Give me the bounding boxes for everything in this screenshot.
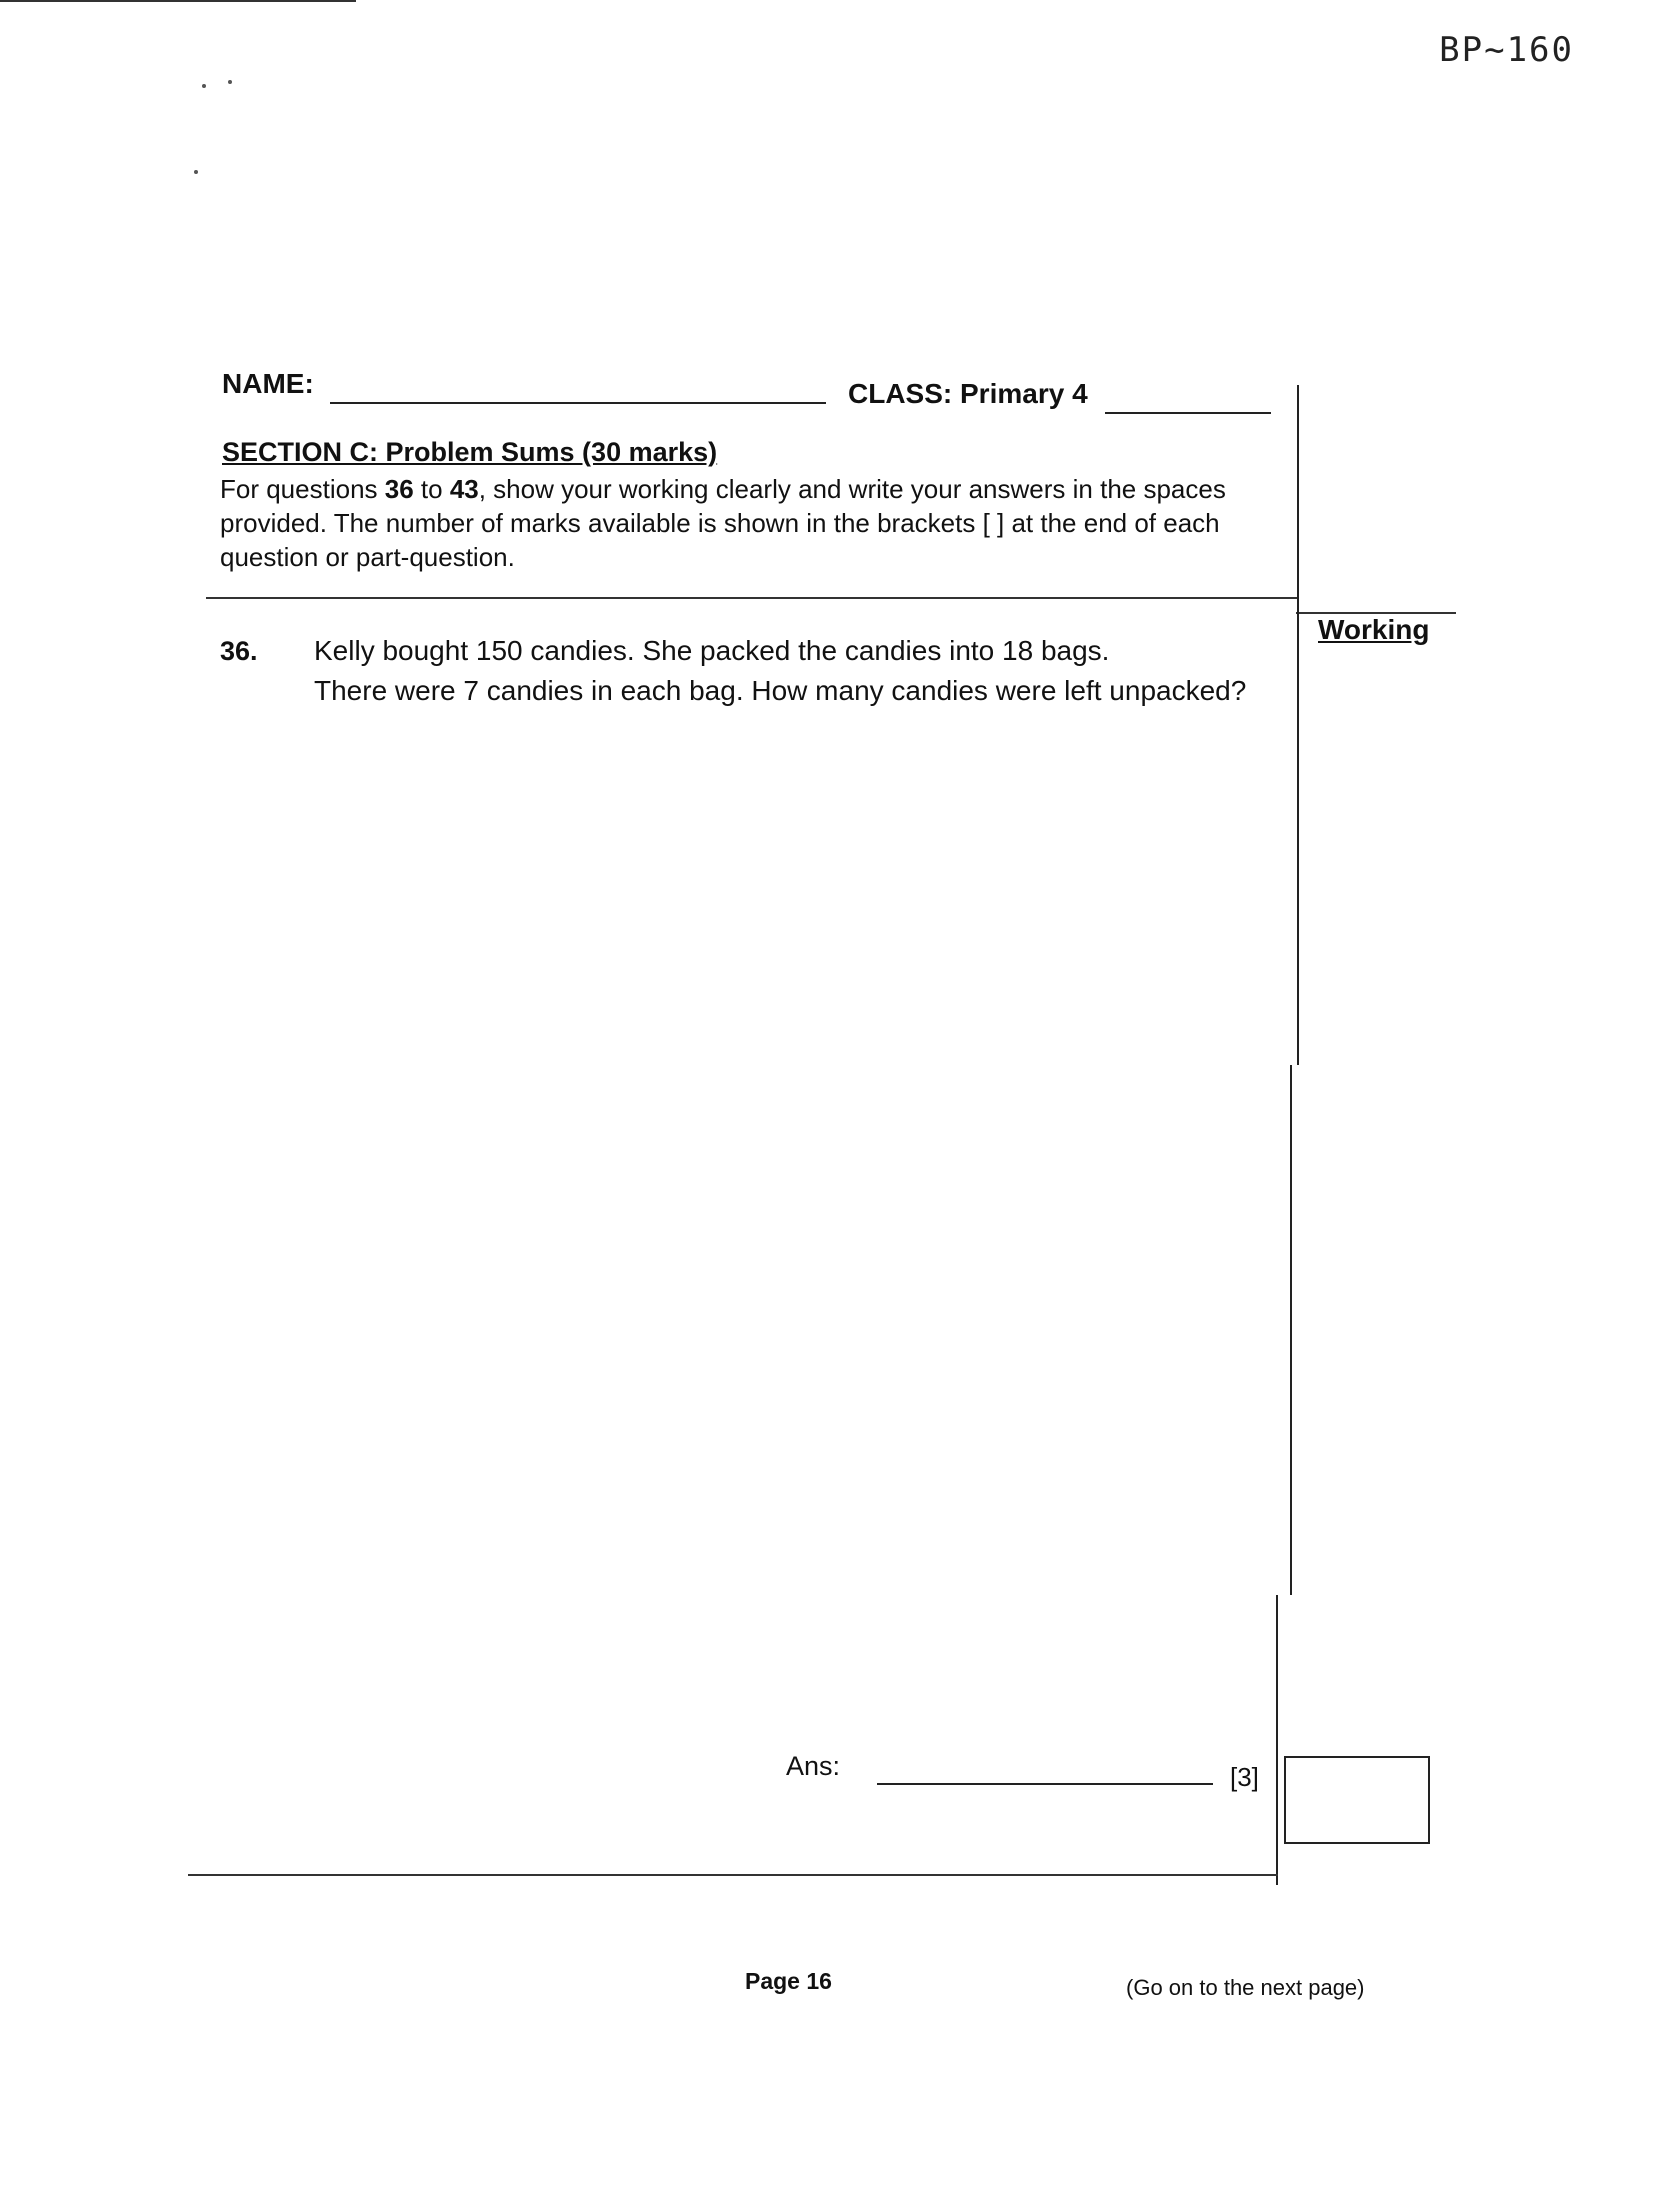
page-number: Page 16 <box>745 1968 832 1994</box>
next-page-note: (Go on to the next page) <box>1126 1975 1365 2000</box>
question-number: 36. <box>220 636 258 666</box>
scan-speck <box>202 84 206 88</box>
working-area[interactable] <box>220 720 1280 1720</box>
marks-indicator: [3] <box>1230 1762 1259 1792</box>
answer-label: Ans: <box>786 1751 841 1781</box>
paper-code: BP~160 <box>1439 30 1574 70</box>
name-label: NAME: <box>222 368 314 399</box>
scan-speck <box>228 80 232 84</box>
section-title: SECTION C: Problem Sums (30 marks) <box>222 437 718 467</box>
margin-divider-middle <box>1290 1065 1292 1595</box>
question-text-line-2: There were 7 candies in each bag. How many candies were left unpacked? <box>314 675 1247 706</box>
scan-speck <box>194 170 198 174</box>
section-instructions: For questions 36 to 43, show your working clearly and write your answers in the spaces provided. The number of marks available is shown in the brackets [ ] at the end of each question or part-question. <box>220 474 1226 572</box>
question-range-end: 43 <box>449 474 479 504</box>
marks-box <box>1284 1756 1430 1844</box>
name-field[interactable] <box>330 402 826 404</box>
question-range-start: 36 <box>384 474 414 504</box>
class-field[interactable] <box>1105 412 1271 414</box>
question-text-line-1: Kelly bought 150 candies. She packed the candies into 18 bags. <box>314 635 1110 666</box>
question-top-rule <box>206 597 1298 599</box>
class-label: CLASS: Primary 4 <box>848 378 1088 409</box>
question-bottom-rule <box>188 1874 1278 1876</box>
working-label: Working <box>1318 614 1430 645</box>
top-edge-line <box>0 0 356 2</box>
answer-field[interactable] <box>877 1783 1213 1785</box>
margin-divider-upper <box>1297 385 1299 1065</box>
